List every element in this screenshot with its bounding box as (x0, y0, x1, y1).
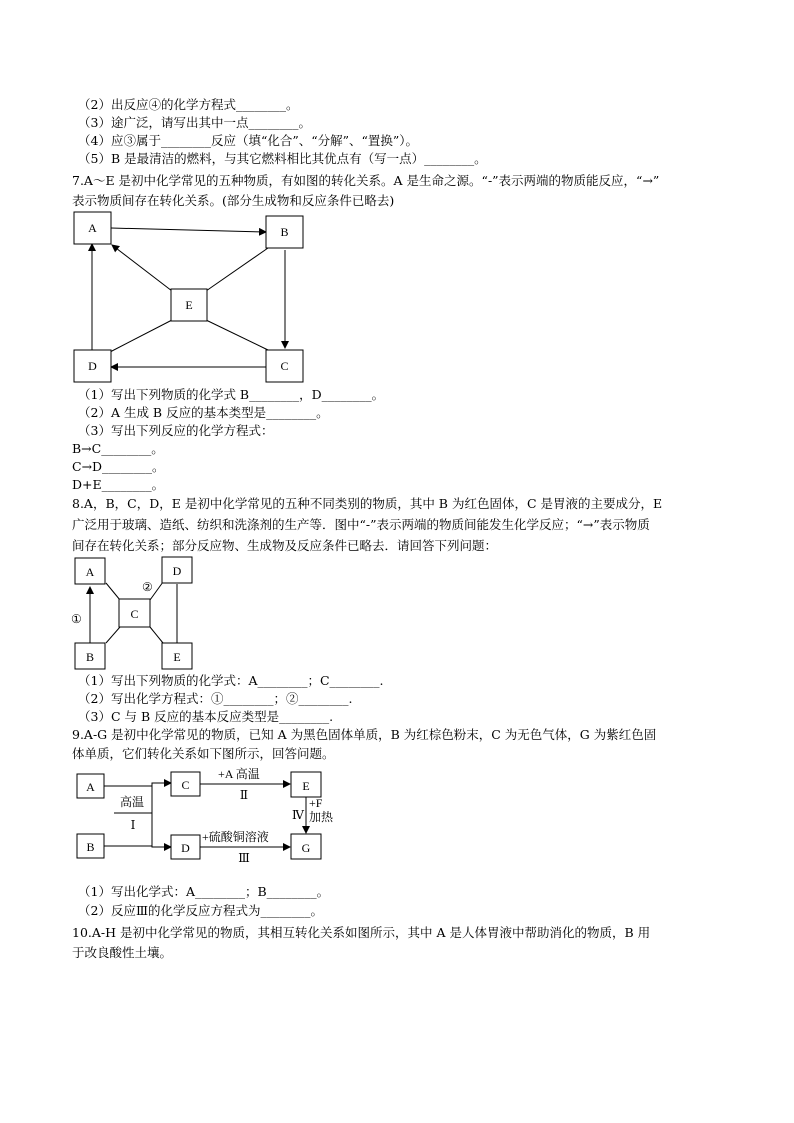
q9-node-e-label: E (302, 779, 310, 793)
q6-line-5: （5）B 是最清洁的燃料，与其它燃料相比其优点有（写一点）________。 (78, 151, 487, 166)
q9-node-g-label: G (301, 841, 311, 855)
q7-stem-2: 表示物质间存在转化关系。(部分生成物和反应条件已略去) (72, 193, 395, 208)
q7-edge-e-c (206, 320, 268, 350)
q9-condition-2: +A 高温 (218, 767, 260, 781)
q8-reaction-label-2: ② (142, 580, 153, 594)
q8-edge-c-b (106, 627, 120, 643)
q7-edge-e-d (110, 320, 172, 352)
q8-node-a-label: A (85, 565, 95, 579)
q7-edge-e-b (206, 248, 268, 291)
q7-sub-3: （3）写出下列反应的化学方程式： (78, 423, 274, 438)
q9-node-b-label: B (86, 840, 95, 854)
q9-edge-to-c (152, 783, 171, 786)
q9-sub-1: （1）写出化学式：A________；B________。 (78, 884, 330, 899)
q9-condition-1: 高温 (120, 795, 145, 809)
q7-sub-2: （2）A 生成 B 反应的基本类型是________。 (78, 405, 329, 420)
q7-eq-d-e: D+E________。 (72, 477, 165, 492)
q9-node-a-label: A (86, 780, 95, 794)
q8-node-e-label: E (173, 650, 181, 664)
q8-sub-2: （2）写出化学方程式：①________；②________. (78, 691, 353, 706)
q8-node-b-label: B (85, 650, 95, 664)
q8-node-c-label: C (130, 607, 139, 621)
q9-roman-3: Ⅲ (238, 851, 250, 865)
q7-eq-b-c: B→C________。 (72, 441, 164, 456)
q8-diagram (71, 557, 192, 669)
q7-sub-1: （1）写出下列物质的化学式 B________，D________。 (78, 387, 385, 402)
q6-line-4: （4）应③属于________反应（填“化合”、“分解”、“置换”）。 (78, 133, 419, 148)
q8-edge-c-e (150, 627, 163, 643)
q9-edge-to-d (152, 846, 171, 847)
q7-node-e-label: E (185, 298, 193, 312)
q6-line-2: （2）出反应④的化学方程式________。 (78, 97, 299, 112)
q8-sub-3: （3）C 与 B 反应的基本反应类型是________. (78, 709, 334, 724)
q8-sub-1: （1）写出下列物质的化学式：A________；C________. (78, 673, 384, 688)
q7-node-d-label: D (88, 359, 97, 373)
q9-node-d-label: D (181, 841, 190, 855)
q8-edge-a-c (106, 583, 120, 600)
q9-condition-4a: +F (309, 796, 323, 810)
q7-edge-e-to-a (112, 245, 172, 291)
q8-stem-2: 广泛用于玻璃、造纸、纺织和洗涤剂的生产等．图中“-”表示两端的物质间能发生化学反应；“→”表示物质 (72, 517, 650, 532)
q7-edge-a-to-b (111, 228, 266, 232)
q7-eq-c-d: C→D________。 (72, 459, 165, 474)
q8-reaction-label-1: ① (71, 612, 82, 626)
q7-node-a-label: A (88, 221, 97, 235)
q9-stem-2: 体单质，它们转化关系如下图所示，回答问题。 (72, 746, 335, 761)
q9-node-c-label: C (181, 778, 190, 792)
q10-stem-1: 10.A-H 是初中化学常见的物质，其相互转化关系如图所示，其中 A 是人体胃液中帮助消化的物质，B 用 (72, 925, 651, 940)
q9-sub-2: （2）反应Ⅲ的化学反应方程式为________。 (78, 903, 324, 918)
q9-stem-1: 9.A-G 是初中化学常见的物质，已知 A 为黑色固体单质，B 为红棕色粉末，C 为无色气体，G 为紫红色固 (72, 727, 657, 742)
q9-condition-3: +硫酸铜溶液 (202, 830, 269, 844)
q9-roman-2: Ⅱ (239, 788, 249, 802)
q7-node-b-label: B (280, 225, 289, 239)
q7-stem-1: 7.A～E 是初中化学常见的五种物质，有如图的转化关系。A 是生命之源。“-”表示两端的物质能反应，“→” (72, 173, 660, 188)
q9-condition-4b: 加热 (309, 810, 334, 824)
q7-node-c-label: C (280, 359, 289, 373)
q6-line-3: （3）途广泛，请写出其中一点________。 (78, 115, 311, 130)
q10-stem-2: 于改良酸性土壤。 (72, 945, 173, 960)
q7-diagram (74, 212, 303, 382)
q8-stem-3: 间存在转化关系；部分反应物、生成物及反应条件已略去．请回答下列问题： (72, 538, 498, 553)
q9-roman-4: Ⅳ (292, 808, 304, 822)
q9-roman-1: Ⅰ (130, 818, 136, 832)
q8-node-d-label: D (172, 564, 182, 578)
q9-diagram (77, 766, 334, 865)
q8-stem-1: 8.A，B，C，D，E 是初中化学常见的五种不同类别的物质，其中 B 为红色固体，C 是胃液的主要成分，E (72, 496, 663, 511)
